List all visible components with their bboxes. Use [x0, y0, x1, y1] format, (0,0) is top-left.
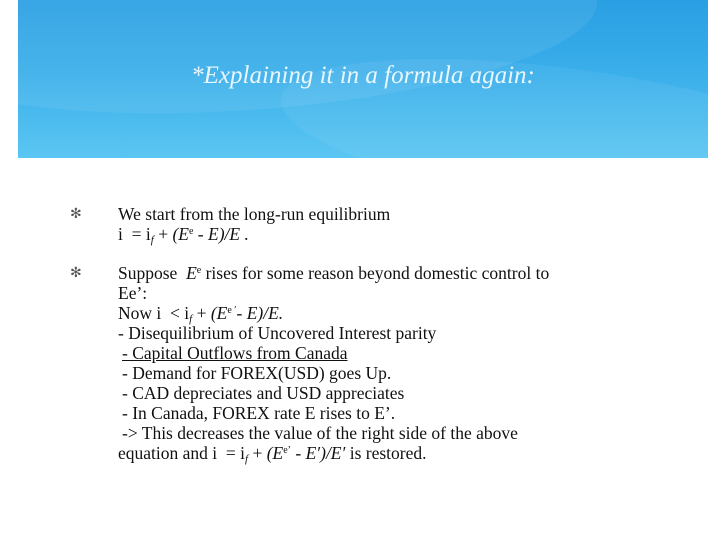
bullet-text: Ee’: [118, 283, 148, 303]
now-equation [118, 303, 670, 323]
eq-term: E [186, 263, 197, 283]
eq-term: is restored. [345, 443, 427, 463]
title-banner [18, 0, 708, 158]
eq-superscript: e [196, 265, 202, 276]
eq-term: + [252, 443, 263, 463]
eq-term: i [145, 224, 151, 244]
eq-superscript: e’ [283, 445, 292, 456]
slide-body [70, 204, 670, 463]
eq-term: Now i [118, 303, 162, 323]
eq-term: (E [172, 224, 189, 244]
eq-term: (E [210, 303, 228, 323]
slide-title: *Explaining it in a formula again: [191, 62, 535, 89]
eq-term: i [118, 224, 123, 244]
equilibrium-equation [118, 224, 670, 244]
bullet-text: We start from the long-run equilibrium [118, 204, 391, 224]
consequence-line: - Demand for FOREX(USD) goes Up. [122, 363, 392, 383]
bullet-item-equilibrium [70, 204, 670, 244]
eq-term: (E [266, 443, 284, 463]
eq-term: + [158, 224, 169, 244]
eq-term: - E)/E. [236, 303, 284, 323]
eq-subscript: f [189, 313, 193, 325]
consequence-line: - CAD depreciates and USD appreciates [122, 383, 405, 403]
eq-term: < [170, 303, 180, 323]
asterisk-bullet-icon: ✻ [70, 265, 82, 281]
eq-term: equation and i [118, 443, 218, 463]
eq-subscript: f [150, 234, 154, 246]
bullet-text [118, 263, 670, 283]
intro-text: Suppose [118, 263, 178, 283]
eq-superscript: e ′ [227, 305, 237, 316]
consequence-line: - In Canada, FOREX rate E rises to E’. [122, 403, 396, 423]
conclusion-line: -> This decreases the value of the right side of the above [122, 423, 518, 443]
asterisk-bullet-icon: ✻ [70, 206, 82, 222]
restored-equation [118, 443, 670, 463]
eq-term: i [184, 303, 190, 323]
eq-term: i [240, 443, 246, 463]
intro-text: rises for some reason beyond domestic control to [205, 263, 550, 283]
eq-subscript: f [245, 453, 249, 465]
eq-term: + [196, 303, 207, 323]
consequence-line: - Disequilibrium of Uncovered Interest parity [118, 323, 437, 343]
eq-term: - E′)/E′ [291, 443, 346, 463]
eq-superscript: e [188, 226, 194, 237]
bullet-item-shock [70, 263, 670, 463]
eq-term: = [131, 224, 142, 244]
eq-term: - E)/E . [193, 224, 249, 244]
eq-term: = [225, 443, 236, 463]
consequence-line: - Capital Outflows from Canada [122, 343, 348, 363]
